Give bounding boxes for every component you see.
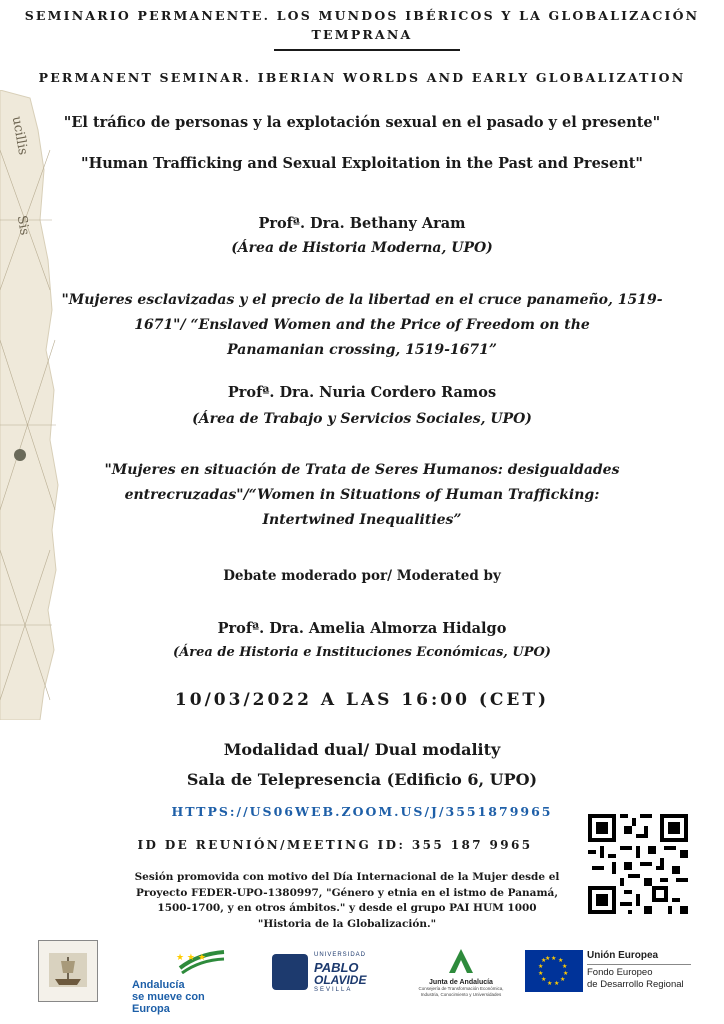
svg-text:★: ★: [538, 970, 544, 977]
event-modality: Modalidad dual/ Dual modality: [223, 740, 501, 759]
upo-emblem-icon: [272, 954, 308, 990]
seminar-title-es-line2: TEMPRANA: [311, 27, 413, 42]
svg-text:★: ★: [545, 955, 551, 962]
footnote-line: Proyecto FEDER-UPO-1380997, "Género y etnia en el istmo de Panamá,: [135, 886, 559, 899]
seminar-title-es-line1: SEMINARIO PERMANENTE. LOS MUNDOS IBÉRICOS Y LA GLOBALIZACIÓN: [24, 8, 700, 23]
talk-line: Panamanian crossing, 1519-1671”: [227, 342, 497, 358]
speaker-2-talk: [0, 458, 724, 533]
svg-text:★: ★: [563, 970, 569, 977]
historia-globalizacion-logo: [38, 940, 98, 1002]
upo-name-1: PABLO: [314, 960, 359, 975]
eu-text: [587, 950, 697, 996]
svg-text:★: ★: [562, 963, 568, 970]
svg-text:★: ★: [538, 963, 544, 970]
svg-text:★ ★ ★: ★ ★ ★: [176, 953, 206, 963]
zoom-link[interactable]: HTTPS://US06WEB.ZOOM.US/J/3551879965: [171, 804, 553, 819]
upo-top: UNIVERSIDAD: [314, 952, 367, 958]
session-title-es: "El tráfico de personas y la explotación sexual en el pasado y el presente": [63, 114, 661, 131]
speaker-2-name: Profª. Dra. Nuria Cordero Ramos: [227, 384, 497, 401]
andalucia-stars-icon: [128, 948, 228, 974]
eu-title: Unión Europea: [587, 950, 659, 961]
upo-name-2: OLAVIDE: [314, 973, 367, 987]
meeting-id: ID DE REUNIÓN/MEETING ID: 355 187 9965: [137, 838, 533, 852]
svg-text:★: ★: [558, 957, 564, 964]
footnote-line: Sesión promovida con motivo del Día Internacional de la Mujer desde el: [134, 871, 560, 883]
eu-flag-icon: [525, 950, 583, 992]
andalucia-line1: Andalucía: [132, 979, 185, 991]
session-title-en: "Human Trafficking and Sexual Exploitation in the Past and Present": [81, 155, 643, 172]
talk-line: "Mujeres en situación de Trata de Seres Humanos: desigualdades: [104, 462, 620, 478]
eu-fund-2: de Desarrollo Regional: [587, 979, 684, 990]
header-divider: [274, 49, 460, 51]
debate-label: Debate moderado por/ Moderated by: [223, 568, 501, 584]
andalucia-line2: se mueve con Europa: [132, 991, 205, 1015]
junta-name: Junta de Andalucía: [429, 979, 493, 986]
svg-text:Sis: Sis: [13, 214, 32, 237]
upo-logo: [272, 952, 380, 996]
svg-text:★: ★: [560, 976, 566, 983]
ship-icon: [39, 941, 97, 1001]
svg-text:★: ★: [554, 980, 560, 987]
eu-fund-1: Fondo Europeo: [587, 967, 653, 978]
junta-andalucia-logo: [418, 948, 504, 1002]
speaker-1-name: Profª. Dra. Bethany Aram: [258, 215, 466, 232]
svg-text:★: ★: [541, 957, 547, 964]
footnote-line: 1500-1700, y en otros ámbitos." y desde el grupo PAI HUM 1000: [157, 902, 537, 914]
speaker-2-affiliation: (Área de Trabajo y Servicios Sociales, UPO): [192, 411, 532, 427]
svg-text:★: ★: [551, 955, 557, 962]
footnote-line: "Historia de la Globalización.": [257, 917, 437, 930]
talk-line: 1671"/ “Enslaved Women and the Price of Freedom on the: [134, 317, 590, 333]
speaker-1-talk: [0, 288, 724, 363]
junta-sub: Consejería de Transformación Económica, Industria, Conocimiento y Universidades: [418, 986, 504, 997]
junta-a-icon: [446, 948, 476, 974]
moderator-affiliation: (Área de Historia e Instituciones Económicas, UPO): [173, 645, 551, 660]
upo-city: SEVILLA: [314, 987, 353, 993]
footnote: [0, 870, 709, 932]
seminar-title-en: PERMANENT SEMINAR. IBERIAN WORLDS AND EARLY GLOBALIZATION: [38, 70, 686, 85]
talk-line: "Mujeres esclavizadas y el precio de la libertad en el cruce panameño, 1519-: [61, 292, 663, 308]
speaker-1-affiliation: (Área de Historia Moderna, UPO): [231, 240, 493, 256]
svg-text:★: ★: [547, 980, 553, 987]
andalucia-europa-logo: [128, 948, 228, 1015]
talk-line: entrecruzadas"/“Women in Situations of Human Trafficking:: [124, 487, 600, 503]
event-datetime: 10/03/2022 A LAS 16:00 (CET): [174, 690, 550, 710]
svg-text:★: ★: [541, 976, 547, 983]
svg-text:ucillis: ucillis: [8, 115, 31, 157]
moderator-name: Profª. Dra. Amelia Almorza Hidalgo: [217, 620, 507, 637]
talk-line: Intertwined Inequalities”: [262, 512, 462, 528]
event-room: Sala de Telepresencia (Edificio 6, UPO): [186, 770, 538, 789]
